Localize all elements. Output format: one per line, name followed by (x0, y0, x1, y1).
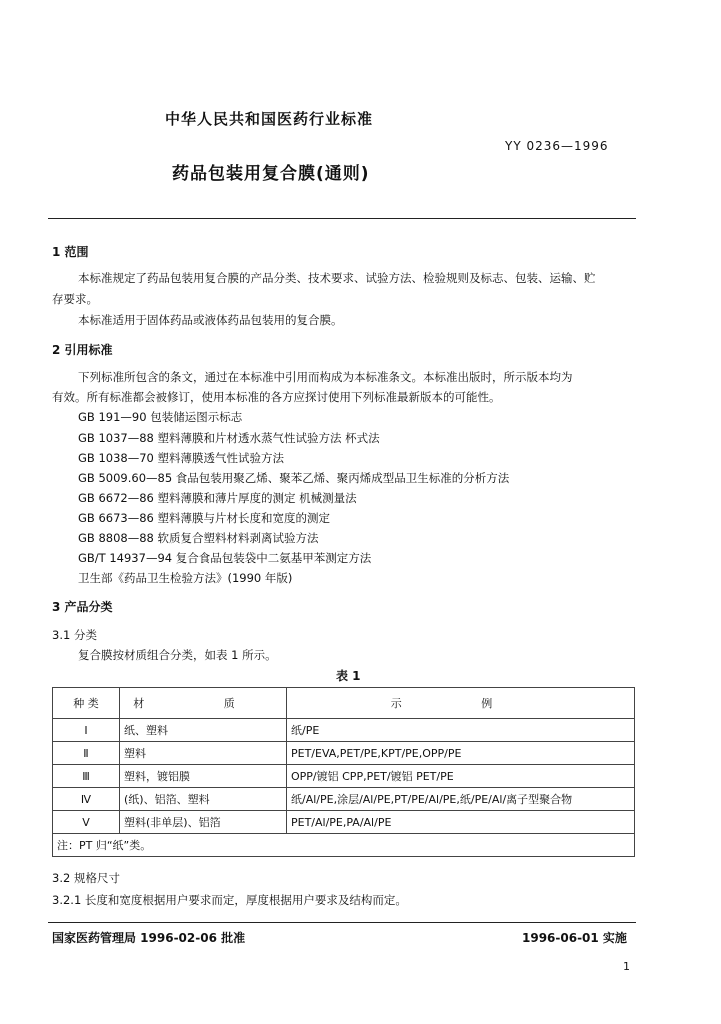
cell-example: 纸/PE (287, 719, 635, 742)
header-kind: 种 类 (53, 688, 120, 719)
cell-kind: Ⅰ (53, 719, 120, 742)
section-1-para1-line1: 本标准规定了药品包装用复合膜的产品分类、技术要求、试验方法、检验规则及标志、包装、运输、贮 (78, 271, 596, 285)
document-title: 药品包装用复合膜(通则) (172, 164, 370, 184)
classification-table (52, 687, 635, 857)
section-3-1-text: 复合膜按材质组合分类，如表 1 所示。 (78, 648, 277, 662)
section-1-heading: 1 范围 (52, 245, 89, 259)
cell-example: PET/Al/PE,PA/Al/PE (287, 811, 635, 834)
table-caption: 表 1 (336, 669, 361, 683)
cell-material: 纸、塑料 (120, 719, 287, 742)
section-1-para1-line2: 存要求。 (52, 292, 98, 306)
table-row (53, 719, 635, 742)
cell-kind: Ⅴ (53, 811, 120, 834)
cell-example: PET/EVA,PET/PE,KPT/PE,OPP/PE (287, 742, 635, 765)
section-2-intro-line1: 下列标准所包含的条文，通过在本标准中引用而构成为本标准条文。本标准出版时，所示版本均为 (78, 370, 573, 384)
effective-date-text: 1996-06-01 实施 (522, 931, 627, 945)
header-rule (48, 218, 636, 219)
section-2-intro-line2: 有效。所有标准都会被修订，使用本标准的各方应探讨使用下列标准最新版本的可能性。 (52, 390, 501, 404)
table-row (53, 765, 635, 788)
cell-material: 塑料，镀铝膜 (120, 765, 287, 788)
header-example: 示 例 (287, 688, 635, 719)
cell-kind: Ⅳ (53, 788, 120, 811)
table-note: 注：PT 归“纸”类。 (53, 834, 635, 857)
reference-item: GB 1038—70 塑料薄膜透气性试验方法 (78, 451, 285, 465)
reference-item: 卫生部《药品卫生检验方法》(1990 年版) (78, 571, 293, 585)
footer-rule (48, 922, 636, 923)
reference-item: GB 6672—86 塑料薄膜和薄片厚度的测定 机械测量法 (78, 491, 357, 505)
section-1-para2: 本标准适用于固体药品或液体药品包装用的复合膜。 (78, 313, 343, 327)
section-3-1-heading: 3.1 分类 (52, 628, 97, 642)
reference-item: GB 5009.60—85 食品包装用聚乙烯、聚苯乙烯、聚丙烯成型品卫生标准的分析方法 (78, 471, 510, 485)
cell-material: 塑料 (120, 742, 287, 765)
reference-item: GB 191—90 包装储运图示标志 (78, 410, 243, 424)
table-row (53, 742, 635, 765)
reference-item: GB/T 14937—94 复合食品包装袋中二氨基甲苯测定方法 (78, 551, 372, 565)
cell-kind: Ⅱ (53, 742, 120, 765)
page-number: 1 (623, 960, 630, 973)
reference-item: GB 8808—88 软质复合塑料材料剥离试验方法 (78, 531, 319, 545)
header-material: 材 质 (120, 688, 287, 719)
approval-text: 国家医药管理局 1996-02-06 批准 (52, 931, 246, 945)
standard-code: YY 0236—1996 (505, 139, 609, 153)
section-2-heading: 2 引用标准 (52, 343, 113, 357)
section-3-2-1-text: 3.2.1 长度和宽度根据用户要求而定，厚度根据用户要求及结构而定。 (52, 893, 407, 907)
cell-example: 纸/Al/PE,涂层/Al/PE,PT/PE/Al/PE,纸/PE/Al/离子型聚合物 (287, 788, 635, 811)
reference-item: GB 1037—88 塑料薄膜和片材透水蒸气性试验方法 杯式法 (78, 431, 380, 445)
section-3-heading: 3 产品分类 (52, 600, 113, 614)
section-3-2-heading: 3.2 规格尺寸 (52, 871, 120, 885)
organization-title: 中华人民共和国医药行业标准 (165, 110, 374, 128)
cell-kind: Ⅲ (53, 765, 120, 788)
table-row (53, 811, 635, 834)
reference-item: GB 6673—86 塑料薄膜与片材长度和宽度的测定 (78, 511, 331, 525)
cell-material: 塑料(非单层)、铝箔 (120, 811, 287, 834)
cell-example: OPP/镀铝 CPP,PET/镀铝 PET/PE (287, 765, 635, 788)
cell-material: (纸)、铝箔、塑料 (120, 788, 287, 811)
table-note-row (53, 834, 635, 857)
table-row (53, 788, 635, 811)
table-header-row (53, 688, 635, 719)
